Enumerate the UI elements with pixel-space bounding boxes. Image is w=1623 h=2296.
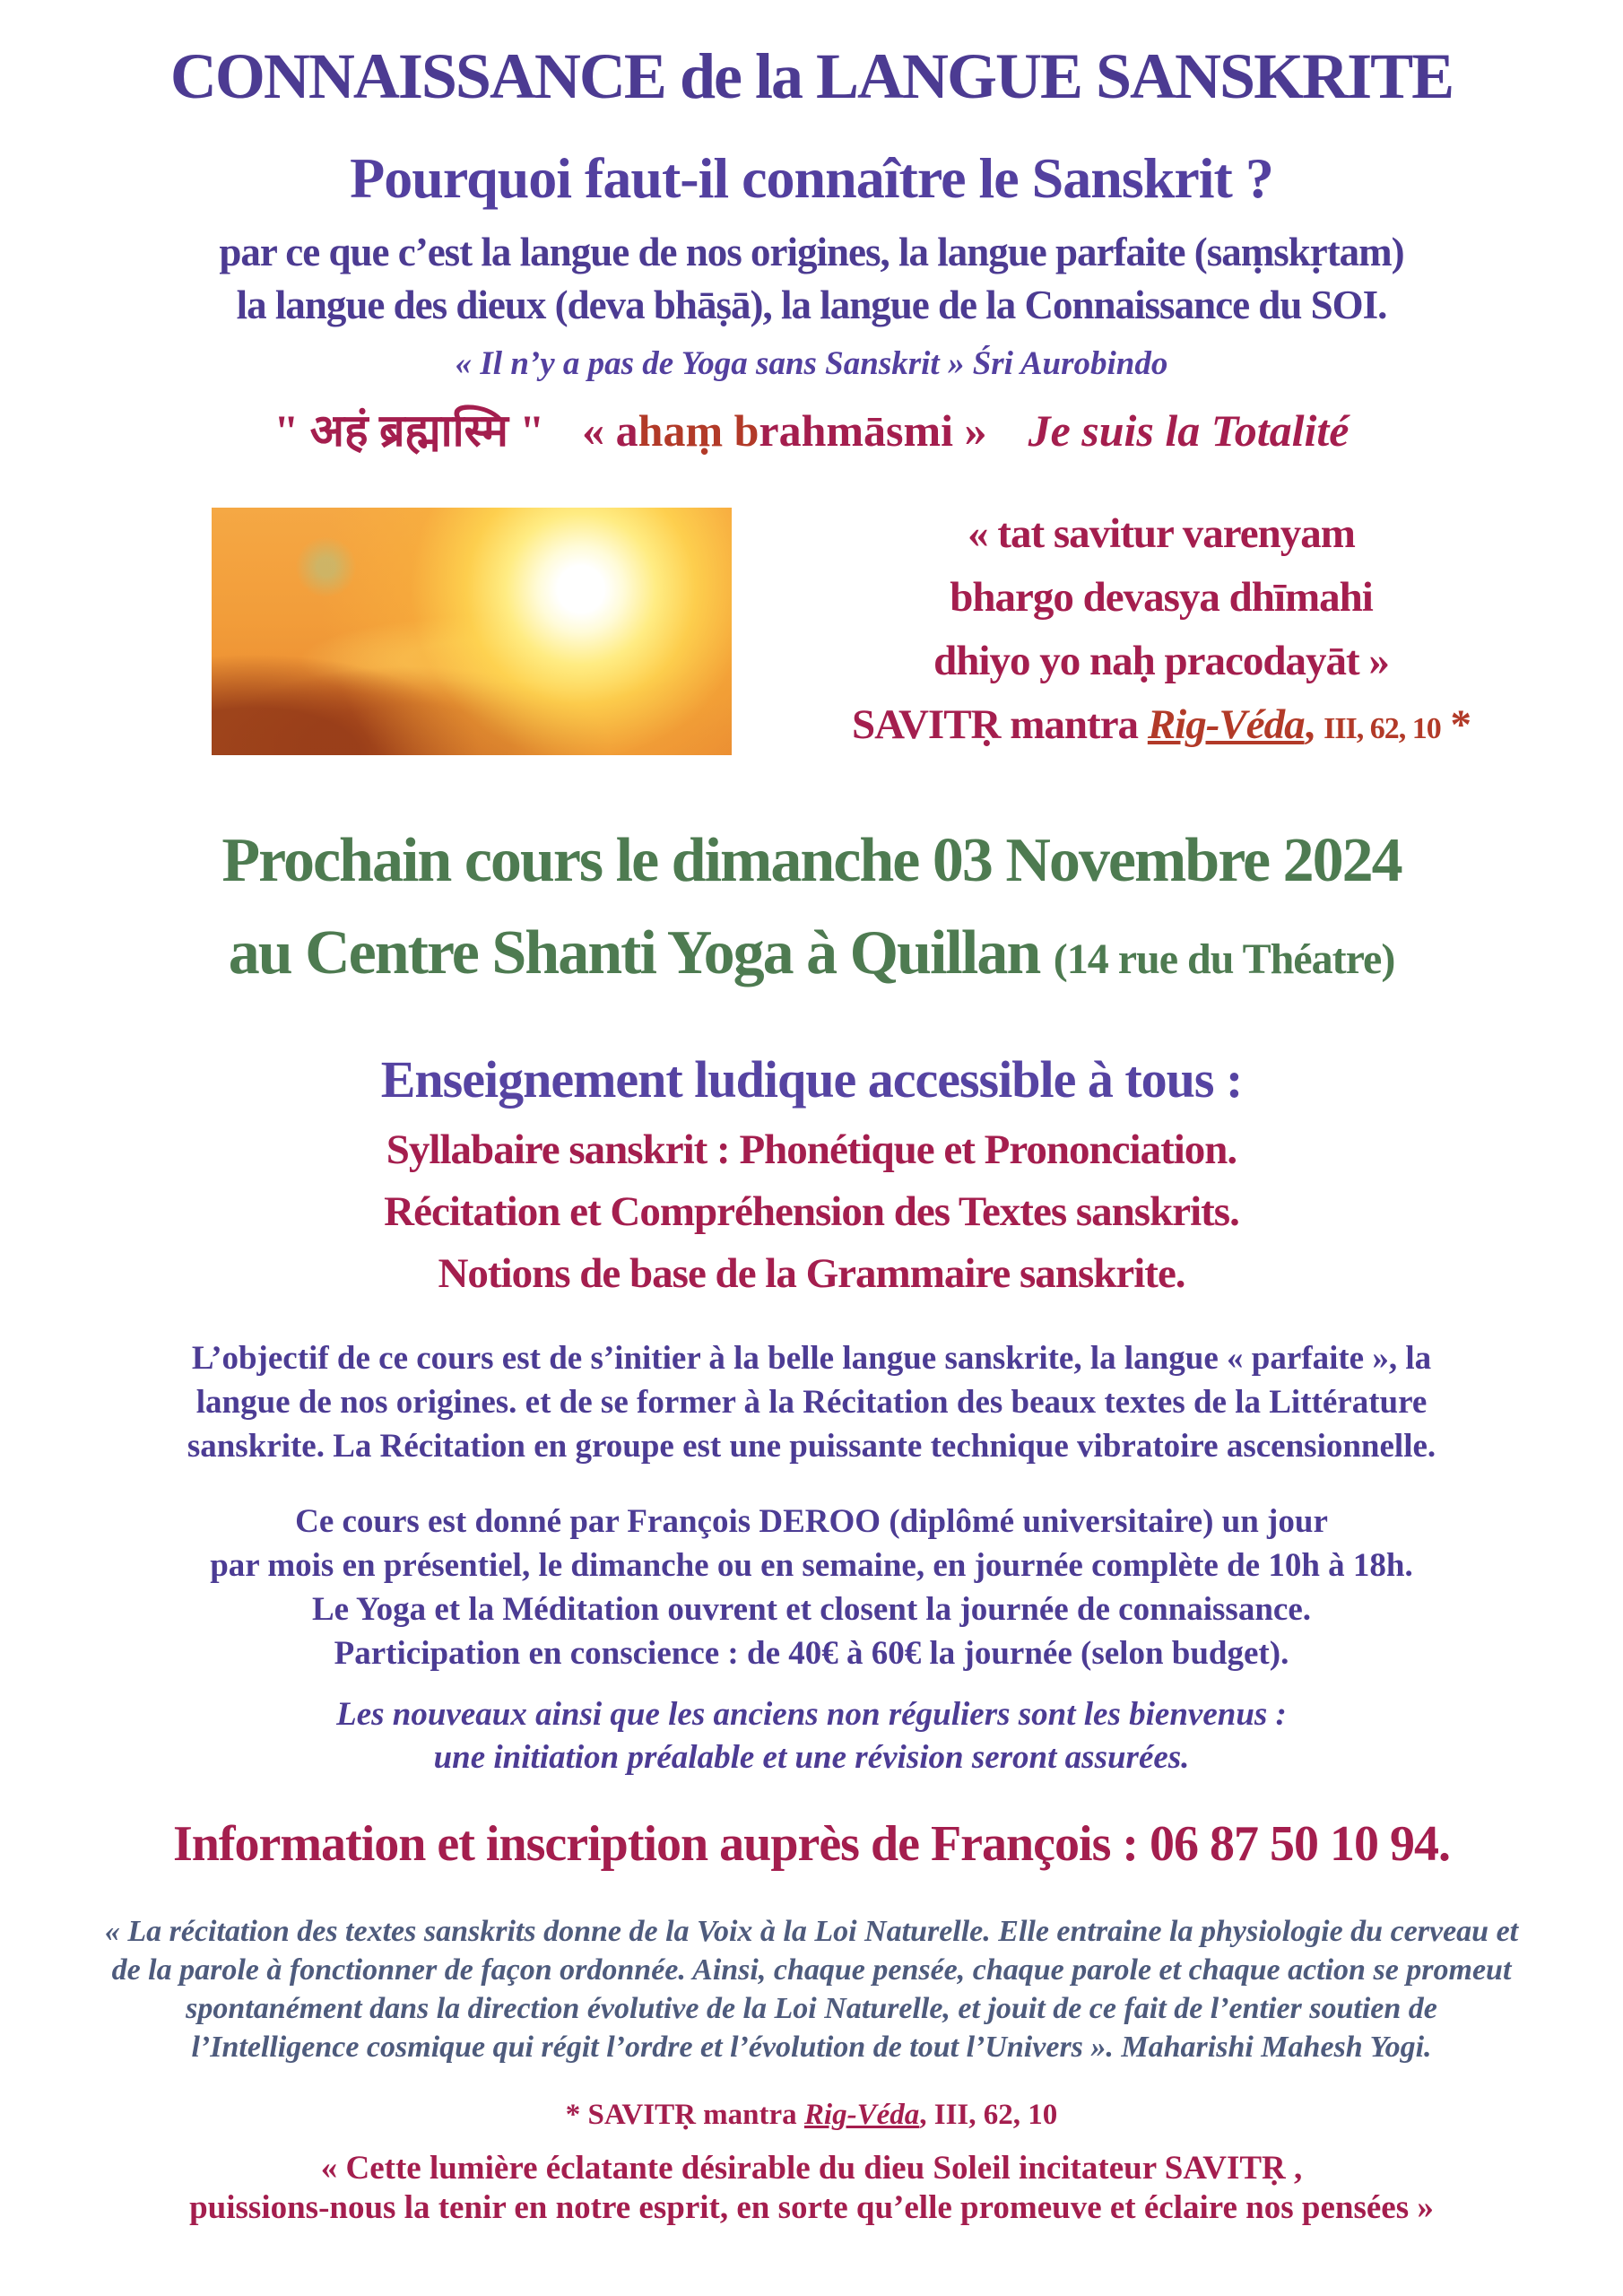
teaching-item-3: Notions de base de la Grammaire sanskrite.: [438, 1250, 1185, 1297]
closing-line-2: puissions-nous la tenir en notre esprit, en sorte qu’elle promeuve et éclaire nos pensées »: [189, 2189, 1434, 2226]
next-course-block: [0, 814, 1623, 1005]
objective-paragraph: [0, 1336, 1623, 1468]
welcome-line-1: Les nouveaux ainsi que les anciens non réguliers sont les bienvenus :: [336, 1696, 1287, 1733]
source-separator: ,: [1304, 701, 1324, 748]
maharishi-line-3: spontanément dans la direction évolutive de la Loi Naturelle, et jouit de ce fait de l’entier soutien de: [186, 1992, 1437, 2025]
brahmasmi-line: [0, 398, 1623, 459]
footnote-reference: , III, 62, 10: [919, 2099, 1058, 2131]
course-line-2: [0, 907, 1623, 1005]
course-info-line-4: Participation en conscience : de 40€ à 60€ la journée (selon budget).: [334, 1635, 1289, 1672]
closing-line-1: « Cette lumière éclatante désirable du dieu Soleil incitateur SAVITṚ ,: [320, 2150, 1303, 2187]
brahmasmi-seg2: haṃ b: [638, 405, 759, 456]
intro-line-2: la langue des dieux (deva bhāṣā), la langue de la Connaissance du SOI.: [236, 283, 1387, 327]
course-info-line-1: Ce cours est donné par François DEROO (diplômé universitaire) un jour: [295, 1503, 1328, 1540]
course-info-line-3: Le Yoga et la Méditation ouvrent et closent la journée de connaissance.: [312, 1591, 1311, 1628]
source-reference: III, 62, 10: [1324, 712, 1441, 745]
page-subtitle: Pourquoi faut-il connaître le Sanskrit ?: [350, 146, 1273, 210]
mantra-block: [762, 502, 1560, 761]
teaching-item-2: Récitation et Compréhension des Textes sanskrits.: [384, 1188, 1239, 1235]
sun-photo: [212, 508, 732, 755]
maharishi-line-2: de la parole à fonctionner de façon ordonnée. Ainsi, chaque pensée, chaque parole et chaque action se promeut: [111, 1953, 1512, 1987]
intro-block: [0, 226, 1623, 332]
footnote-label: * SAVITṚ mantra: [565, 2099, 804, 2131]
contact-line: Information et inscription auprès de François : 06 87 50 10 94.: [172, 1816, 1451, 1872]
mantra-line-2: bhargo devasya dhīmahi: [950, 574, 1373, 621]
welcome-line-2: une initiation préalable et une révision seront assurées.: [433, 1739, 1190, 1776]
aurobindo-quote: « Il n’y a pas de Yoga sans Sanskrit » Śri Aurobindo: [455, 345, 1168, 382]
course-address: (14 rue du Théatre): [1053, 935, 1395, 983]
footnote-rigveda-title: Rig-Véda: [803, 2099, 920, 2131]
objective-line-3: sanskrite. La Récitation en groupe est une puissante technique vibratoire ascensionnelle.: [187, 1428, 1436, 1465]
course-location: au Centre Shanti Yoga à Quillan: [228, 918, 1054, 987]
totalite-text: Je suis la Totalité: [1028, 405, 1350, 456]
maharishi-quote: [0, 1912, 1623, 2066]
mantra-source-line: [762, 693, 1560, 761]
devanagari-text: " अहं ब्रह्मास्मि ": [273, 405, 545, 456]
closing-quote: [0, 2149, 1623, 2228]
mantra-line-3: dhiyo yo naḥ pracodayāt »: [933, 638, 1389, 684]
mantra-line-1: « tat savitur varenyam: [968, 510, 1355, 557]
welcome-paragraph: [0, 1693, 1623, 1779]
course-line-1: Prochain cours le dimanche 03 Novembre 2024: [221, 826, 1402, 895]
rigveda-title: Rig-Véda: [1147, 701, 1305, 748]
page-title: CONNAISSANCE de la LANGUE SANSKRITE: [169, 40, 1454, 112]
teaching-list: [0, 1119, 1623, 1305]
intro-line-1: par ce que c’est la langue de nos origines, la langue parfaite (saṃskṛtam): [219, 230, 1404, 274]
brahmasmi-seg1: « a: [582, 405, 638, 456]
course-info-paragraph: [0, 1500, 1623, 1675]
maharishi-line-4: l’Intelligence cosmique qui régit l’ordre et l’évolution de tout l’Univers ». Maharishi Mahesh Yogi.: [191, 2031, 1432, 2064]
course-info-line-2: par mois en présentiel, le dimanche ou en semaine, en journée complète de 10h à 18h.: [210, 1547, 1413, 1584]
maharishi-line-1: « La récitation des textes sanskrits donne de la Voix à la Loi Naturelle. Elle entraine la physiologie du cerveau et: [104, 1915, 1519, 1948]
teaching-item-1: Syllabaire sanskrit : Phonétique et Prononciation.: [386, 1126, 1237, 1173]
objective-line-1: L’objectif de ce cours est de s’initier à la belle langue sanskrite, la langue « parfaite », la: [191, 1340, 1432, 1377]
brahmasmi-seg3: rahmāsmi »: [759, 405, 987, 456]
objective-line-2: langue de nos origines. et de se former à la Récitation des beaux textes de la Littérature: [195, 1384, 1428, 1421]
footnote-line: [0, 2099, 1623, 2132]
source-asterisk: *: [1440, 701, 1471, 748]
teaching-heading: Enseignement ludique accessible à tous :: [380, 1050, 1243, 1109]
savitr-mantra-label: SAVITṚ mantra: [851, 701, 1148, 748]
